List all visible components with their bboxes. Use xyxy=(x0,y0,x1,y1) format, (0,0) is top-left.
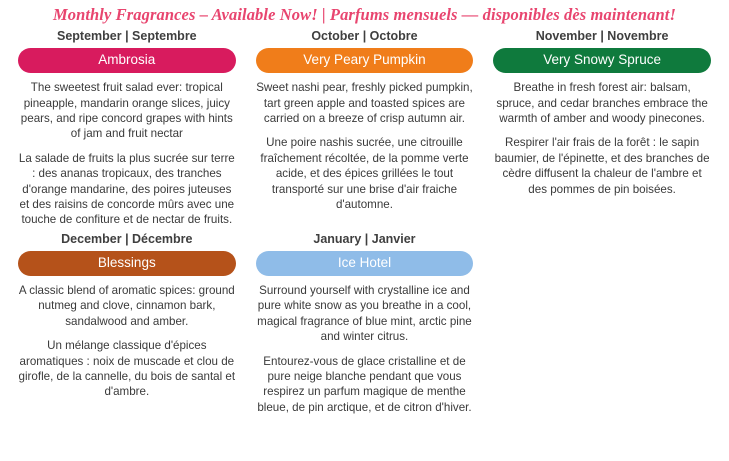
fragrance-name-button-very-snowy-spruce[interactable]: Very Snowy Spruce xyxy=(493,48,711,73)
description-en: Breathe in fresh forest air: balsam, spruce, and cedar branches embrace the warmth of amber and woody pinecones. xyxy=(496,81,708,125)
page-headline: Monthly Fragrances – Available Now! | Parfums mensuels — disponibles dès maintenant! xyxy=(52,5,677,24)
description-en: Sweet nashi pear, freshly picked pumpkin, tart green apple and toasted spices are carried on a breeze of crisp autumn air. xyxy=(256,81,473,125)
fragrance-card-october xyxy=(246,29,484,216)
description-en: The sweetest fruit salad ever: tropical pineapple, mandarin orange slices, juicy pears, and ripe concord grapes with hints of jam and fruit nectar xyxy=(20,81,233,141)
description-fr: Respirer l'air frais de la forêt : le sapin baumier, de l'épinette, et des branches de cèdre diffusent la chaleur de l'ambre et des pommes de pin boisées. xyxy=(494,136,710,196)
fragrance-name-button-blessings[interactable]: Blessings xyxy=(18,251,236,276)
month-label: September | Septembre xyxy=(56,29,197,43)
month-label: December | Décembre xyxy=(61,231,193,246)
description-fr: Une poire nashis sucrée, une citrouille fraîchement récoltée, de la pomme verte acide, et des épices grillées le tout transporté sur une brise d'air fraiche d'automne. xyxy=(260,136,469,212)
description-en: Surround yourself with crystalline ice and pure white snow as you breathe in a cool, magical fragrance of blue mint, arctic pine and winter citrus. xyxy=(257,284,472,344)
description-fr: Un mélange classique d'épices aromatiques : noix de muscade et clou de girofle, de la cannelle, du bois de santal et d'ambre. xyxy=(18,339,236,399)
description-en: A classic blend of aromatic spices: ground nutmeg and clove, cinnamon bark, sandalwood and amber. xyxy=(18,284,235,328)
month-label: November | Novembre xyxy=(535,29,669,43)
description-fr: La salade de fruits la plus sucrée sur terre : des ananas tropicaux, des tranches d'orange mandarine, des poires juteuses et des raisins de concorde mûrs avec une touche de confiture et de nectar de fruits. xyxy=(18,151,235,227)
fragrance-card-september xyxy=(8,29,246,232)
fragrance-grid xyxy=(8,29,721,419)
fragrance-name-button-ice-hotel[interactable]: Ice Hotel xyxy=(256,251,474,276)
fragrance-card-november xyxy=(483,29,721,201)
fragrance-name-button-ambrosia[interactable]: Ambrosia xyxy=(18,48,236,73)
fragrance-card-december xyxy=(8,232,246,404)
month-label: October | Octobre xyxy=(311,29,418,43)
month-label: January | Janvier xyxy=(313,231,416,246)
fragrance-name-button-very-peary-pumpkin[interactable]: Very Peary Pumpkin xyxy=(256,48,474,73)
description-fr: Entourez-vous de glace cristalline et de pure neige blanche pendant que vous respirez un parfum magique de menthe bleue, de pin arctique, et de citron d'hiver. xyxy=(257,354,472,414)
fragrance-card-january xyxy=(246,232,484,419)
